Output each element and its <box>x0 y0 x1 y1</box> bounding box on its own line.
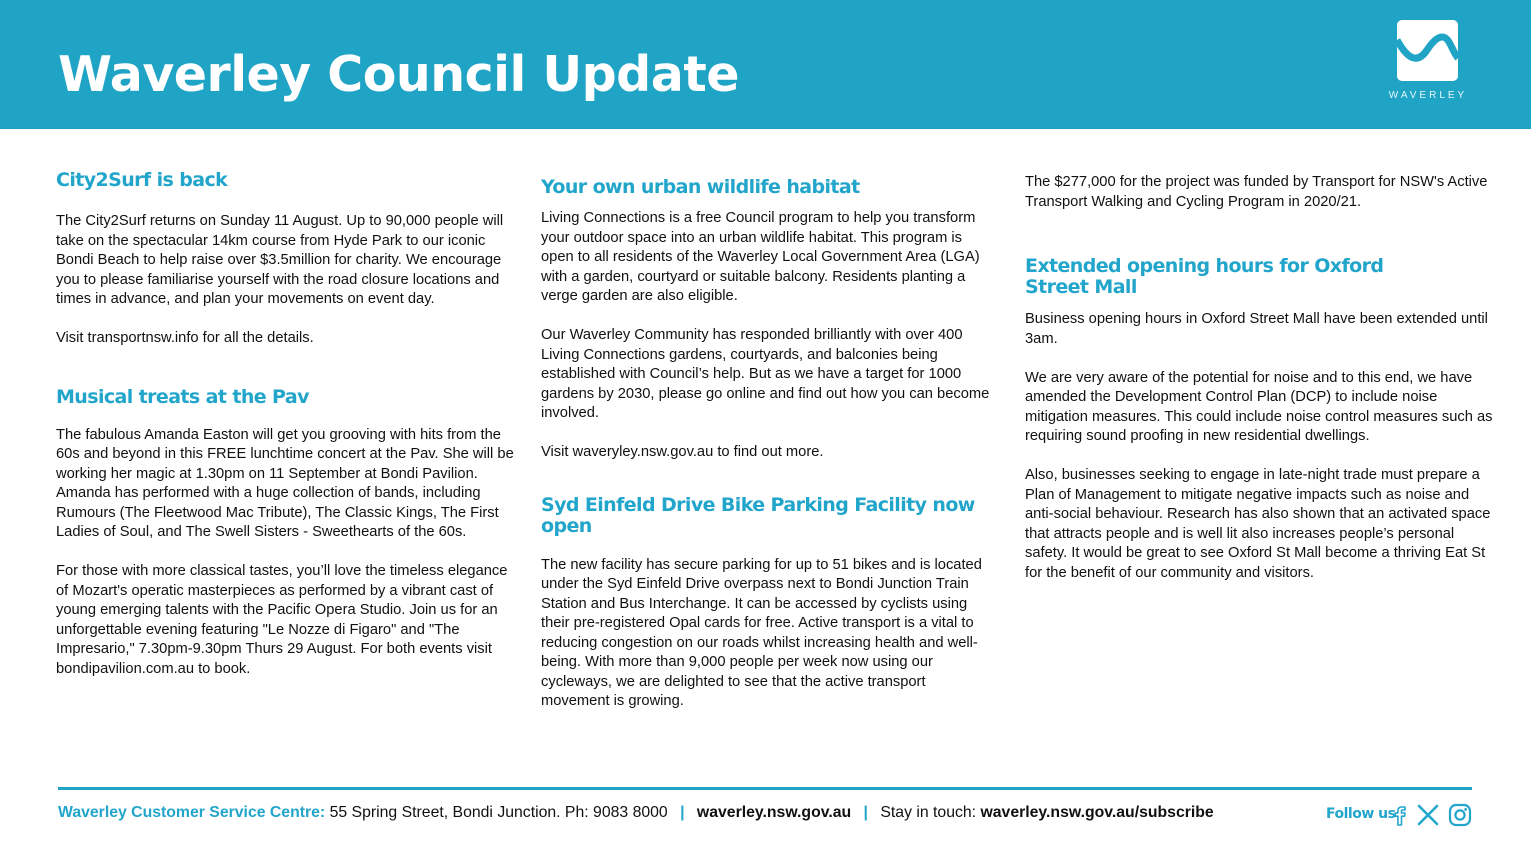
follow-us <box>1326 801 1476 829</box>
paragraph: Business opening hours in Oxford Street Mall have been extended until 3am. <box>1025 311 1488 347</box>
header-banner <box>0 0 1531 129</box>
column-2 <box>541 165 996 712</box>
footer-divider <box>58 787 1472 790</box>
column-3 <box>1025 165 1495 583</box>
logo-wordmark: WAVERLEY <box>1388 90 1468 101</box>
follow-us-label: Follow us <box>1326 806 1396 822</box>
paragraph: The $277,000 for the project was funded by Transport for NSW's Active Transport Walking and Cycling Program in 2020/21. <box>1025 174 1488 210</box>
subscribe-link[interactable]: waverley.nsw.gov.au/subscribe <box>980 804 1214 821</box>
paragraph: The fabulous Amanda Easton will get you grooving with hits from the 60s and beyond in this FREE lunchtime concert at the Pav. She will be working her magic at 1.30pm on 11 September at Bondi Pavilion. Amanda has performed with a huge collection of bands, including Rumours (The Fleetwood Mac Tribute), The Classic Kings, The First Ladies of Soul, and The Swell Sisters - Sweethearts of the 60s. <box>56 426 514 540</box>
paragraph: Our Waverley Community has responded brilliantly with over 400 Living Connections gardens, courtyards, and balconies being established with Council’s help. But as we have a target for 1000 gardens by 2030, please go online and find out how you can become involved. <box>541 327 990 421</box>
footer-separator: | <box>863 804 868 821</box>
wave-logo-icon <box>1397 20 1458 81</box>
page-title: Waverley Council Update <box>58 46 739 103</box>
facebook-icon[interactable] <box>1388 803 1412 827</box>
section-heading-urban-wildlife: Your own urban wildlife habitat <box>541 176 860 198</box>
paragraph-link-text: Visit transportnsw.info for all the details. <box>56 330 314 346</box>
instagram-icon[interactable] <box>1448 803 1472 827</box>
paragraph: Living Connections is a free Council program to help you transform your outdoor space into an urban wildlife habitat. This program is open to all residents of the Waverley Local Government Area (LGA) with a garden, courtyard or suitable balcony. Residents planting a verge garden are also eligible. <box>541 210 980 304</box>
column-1 <box>56 165 516 679</box>
footer-label: Waverley Customer Service Centre: <box>58 804 326 821</box>
paragraph: We are very aware of the potential for noise and to this end, we have amended the Development Control Plan (DCP) to include noise mitigation measures. This could include noise control measures such as requiring sound proofing in new residential dwellings. <box>1025 369 1493 444</box>
footer-separator: | <box>680 804 685 821</box>
stay-in-touch-label: Stay in touch: <box>880 804 977 821</box>
section-heading-city2surf: City2Surf is back <box>56 169 228 191</box>
x-icon[interactable] <box>1416 803 1440 827</box>
footer-contact <box>58 802 1298 824</box>
paragraph: The City2Surf returns on Sunday 11 August. Up to 90,000 people will take on the spectacular 14km course from Hyde Park to our iconic Bondi Beach to help raise over $3.5million for charity. We encourage you to please familiarise yourself with the road closure locations and times in advance, and plan your movements on event day. <box>56 213 504 307</box>
footer-address: 55 Spring Street, Bondi Junction. Ph: 9083 8000 <box>329 804 668 821</box>
website-link[interactable]: waverley.nsw.gov.au <box>696 804 852 821</box>
paragraph: For those with more classical tastes, you’ll love the timeless elegance of Mozart's operatic masterpieces as performed by a vibrant cast of young emerging talents with the Pacific Opera Studio. Join us for an unforgettable evening featuring "Le Nozze di Figaro" and "The Impresario," 7.30pm-9.30pm Thurs 29 August. For both events visit bondipavilion.com.au to book. <box>56 563 508 677</box>
paragraph: Also, businesses seeking to engage in late-night trade must prepare a Plan of Management to mitigate negative impacts such as noise and anti-social behaviour. Research has also shown that an activated space that attracts people and is well lit also increases people’s personal safety. It would be great to see Oxford St Mall become a thriving Eat St for the benefit of our community and visitors. <box>1025 467 1491 581</box>
paragraph: The new facility has secure parking for up to 51 bikes and is located under the Syd Einfeld Drive overpass next to Bondi Junction Train Station and Bus Interchange. It can be accessed by cyclists using their pre-registered Opal cards for free. Active transport is a vital to reducing congestion on our roads whilst increasing health and well-being. With more than 9,000 people per week now using our cycleways, we are delighted to see that the active transport movement is growing. <box>541 556 982 709</box>
section-heading-oxford-street: Extended opening hours for Oxford Street Mall <box>1025 255 1384 298</box>
section-heading-bike-parking: Syd Einfeld Drive Bike Parking Facility now open <box>541 493 975 537</box>
section-heading-musical-treats: Musical treats at the Pav <box>56 385 309 408</box>
waverley-logo[interactable] <box>1380 20 1480 115</box>
paragraph-link-text: Visit waveryley.nsw.gov.au to find out more. <box>541 444 824 460</box>
